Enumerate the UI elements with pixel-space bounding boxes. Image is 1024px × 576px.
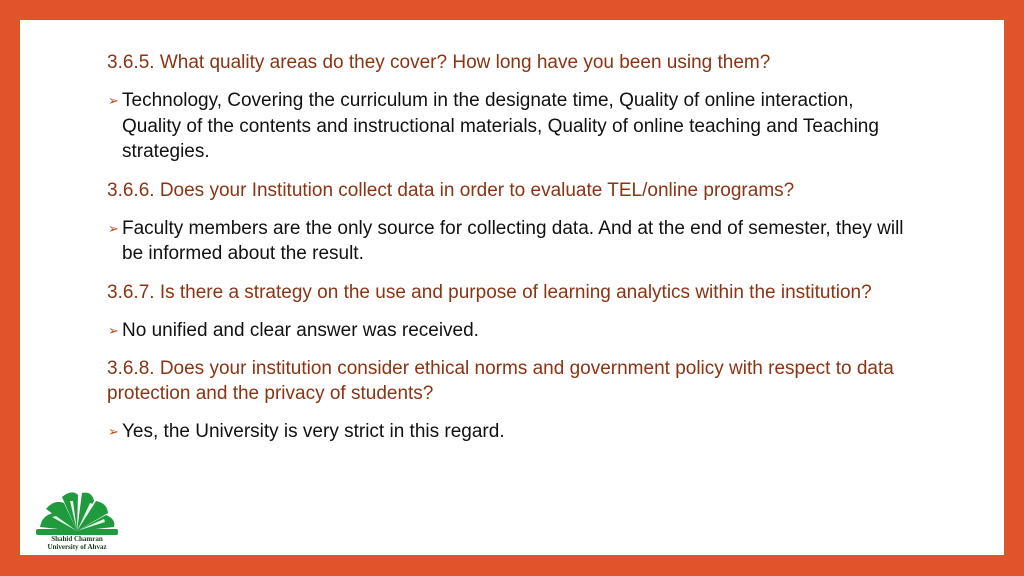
palm-emblem-icon (32, 487, 122, 537)
arrow-bullet-icon: ➢ (108, 322, 119, 338)
slide-content (107, 50, 907, 458)
university-logo (32, 487, 122, 555)
answer-text: No unified and clear answer was received. (122, 319, 479, 341)
question-3-6-6: 3.6.6. Does your Institution collect data in order to evaluate TEL/online programs? (107, 179, 795, 201)
arrow-bullet-icon: ➢ (108, 220, 119, 236)
answer-text: Yes, the University is very strict in this regard. (122, 421, 505, 442)
answer-3-6-7 (107, 318, 907, 344)
question-3-6-5: 3.6.5. What quality areas do they cover? How long have you been using them? (107, 52, 771, 73)
logo-line-1: Shahid Chamran (51, 535, 103, 543)
question-3-6-8: 3.6.8. Does your institution consider ethical norms and government policy with respect to data protection and the privacy of students? (107, 358, 894, 404)
arrow-bullet-icon: ➢ (108, 424, 119, 439)
answer-text: Technology, Covering the curriculum in the designate time, Quality of online interaction, Quality of the contents and instructional materials, Quality of online teaching and Teaching strategies. (122, 90, 879, 162)
answer-text: Faculty members are the only source for collecting data. And at the end of semester, they will be informed about the result. (122, 217, 904, 264)
logo-line-2: University of Ahvaz (47, 543, 107, 551)
arrow-bullet-icon: ➢ (108, 93, 119, 108)
answer-3-6-8 (107, 419, 907, 445)
logo-caption (32, 535, 122, 551)
answer-3-6-6 (107, 216, 907, 267)
answer-3-6-5 (107, 88, 907, 165)
question-3-6-7: 3.6.7. Is there a strategy on the use and purpose of learning analytics within the institution? (107, 281, 872, 303)
slide-canvas (20, 20, 1004, 555)
